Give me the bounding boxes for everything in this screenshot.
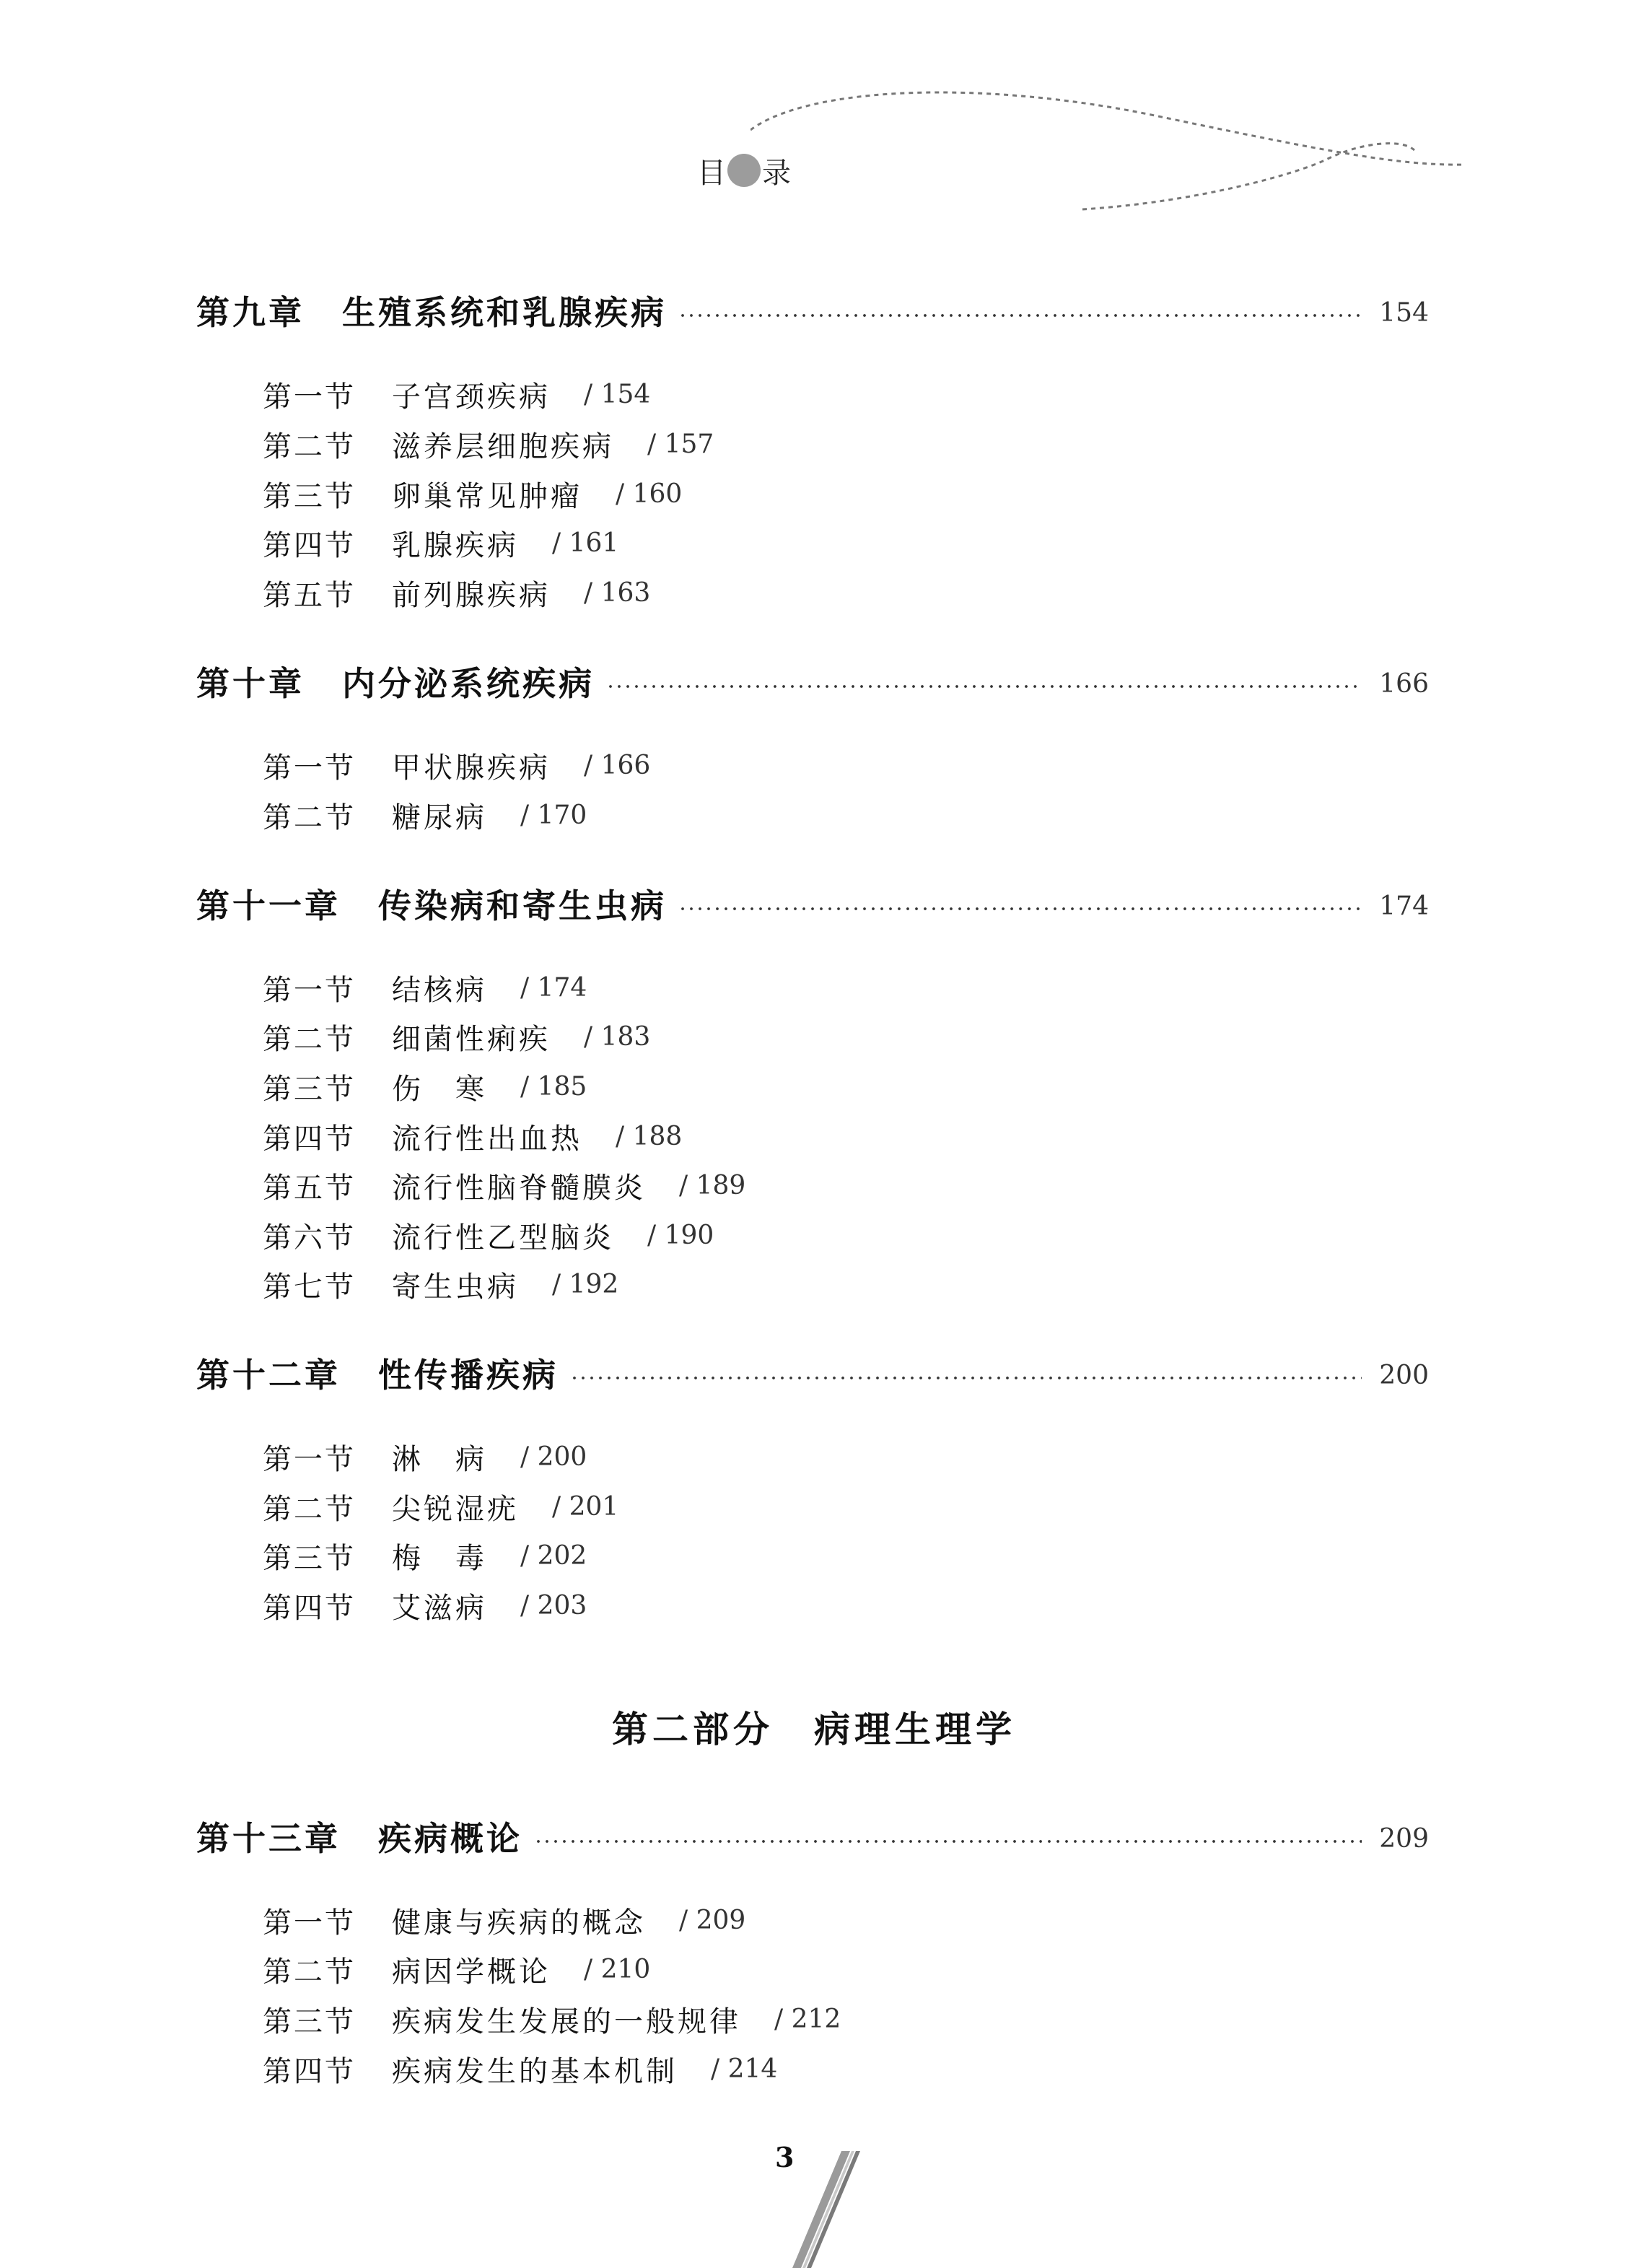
section-number: 第五节 [263, 578, 356, 612]
chapter-title: 传染病和寄生虫病 [378, 886, 667, 925]
section-row[interactable] [263, 472, 682, 515]
section-row[interactable] [263, 372, 650, 416]
section-page: / 183 [584, 1021, 651, 1052]
section-title: 淋 病 [392, 1442, 487, 1476]
section-page: / 210 [584, 1954, 651, 1984]
page-number: 3 [775, 2141, 795, 2173]
footer-stripes [779, 2151, 866, 2268]
dot-leader [678, 313, 1362, 318]
section-number: 第一节 [263, 751, 356, 785]
section-page: / 160 [616, 479, 683, 509]
section-row[interactable] [263, 1065, 587, 1108]
section-row[interactable] [263, 966, 587, 1009]
section-row[interactable] [263, 1015, 650, 1058]
section-row[interactable] [263, 1898, 745, 1942]
section-title: 寄生虫病 [392, 1270, 519, 1304]
section-number: 第二节 [263, 1022, 356, 1056]
section-row[interactable] [263, 1948, 650, 1991]
section-title: 糖尿病 [392, 801, 487, 834]
section-number: 第五节 [263, 1171, 356, 1205]
chapter-heading[interactable] [196, 881, 1429, 927]
section-number: 第二节 [263, 1492, 356, 1526]
chapter-page: 174 [1379, 891, 1429, 921]
chapter-heading[interactable] [196, 1350, 1429, 1396]
section-row[interactable] [263, 1997, 841, 2041]
section-title: 流行性出血热 [392, 1122, 582, 1156]
chapter-title: 性传播疾病 [378, 1356, 559, 1395]
section-row[interactable] [263, 422, 714, 466]
chapter-number: 第十二章 [196, 1356, 341, 1395]
chapter-heading[interactable] [196, 1813, 1429, 1859]
section-number: 第三节 [263, 2005, 356, 2038]
dot-leader [570, 1375, 1362, 1381]
section-number: 第三节 [263, 479, 356, 513]
chapter-title: 生殖系统和乳腺疾病 [342, 293, 667, 332]
section-title: 健康与疾病的概念 [392, 1906, 646, 1940]
circle-icon [727, 154, 761, 187]
dot-leader [606, 684, 1362, 689]
section-page: / 203 [520, 1590, 587, 1621]
header-title-right: 录 [762, 156, 791, 190]
section-title: 子宫颈疾病 [392, 380, 551, 414]
section-title: 疾病发生的基本机制 [392, 2054, 678, 2088]
section-number: 第二节 [263, 801, 356, 834]
section-row[interactable] [263, 1115, 682, 1158]
section-page: / 188 [616, 1121, 683, 1151]
header-title-left: 目 [697, 156, 726, 190]
dot-leader [534, 1839, 1362, 1844]
section-page: / 170 [520, 800, 587, 830]
section-page: / 209 [679, 1905, 746, 1935]
section-row[interactable] [263, 793, 587, 837]
section-number: 第一节 [263, 1906, 356, 1940]
section-page: / 189 [679, 1170, 746, 1200]
section-title: 病因学概论 [392, 1955, 551, 1989]
section-title: 伤 寒 [392, 1072, 487, 1106]
section-title: 滋养层细胞疾病 [392, 429, 614, 463]
chapter-page: 166 [1379, 668, 1429, 699]
section-row[interactable] [263, 2047, 777, 2090]
section-number: 第七节 [263, 1270, 356, 1304]
section-page: / 174 [520, 972, 587, 1003]
section-number: 第二节 [263, 1955, 356, 1989]
section-title: 尖锐湿疣 [392, 1492, 519, 1526]
section-page: / 190 [647, 1220, 714, 1250]
section-number: 第六节 [263, 1221, 356, 1255]
section-page: / 161 [552, 528, 619, 558]
section-number: 第二节 [263, 429, 356, 463]
section-title: 疾病发生发展的一般规律 [392, 2005, 741, 2038]
section-title: 乳腺疾病 [392, 528, 519, 562]
dot-leader [678, 906, 1362, 912]
section-page: / 201 [552, 1491, 619, 1522]
section-title: 甲状腺疾病 [392, 751, 551, 785]
header-ornament [750, 87, 1465, 224]
section-page: / 157 [647, 429, 714, 459]
chapter-page: 209 [1379, 1823, 1429, 1854]
chapter-heading[interactable] [196, 287, 1429, 333]
section-row[interactable] [263, 1164, 745, 1207]
chapter-number: 第十章 [196, 664, 305, 703]
section-row[interactable] [263, 1435, 587, 1478]
section-number: 第四节 [263, 2054, 356, 2088]
chapter-number: 第九章 [196, 293, 305, 332]
section-title: 细菌性痢疾 [392, 1022, 551, 1056]
section-title: 流行性乙型脑炎 [392, 1221, 614, 1255]
section-page: / 154 [584, 379, 651, 409]
section-number: 第四节 [263, 1122, 356, 1156]
section-title: 前列腺疾病 [392, 578, 551, 612]
chapter-title: 内分泌系统疾病 [342, 664, 595, 703]
section-number: 第三节 [263, 1541, 356, 1575]
part-title: 第二部分 病理生理学 [612, 1709, 1016, 1750]
section-page: / 214 [711, 2054, 778, 2084]
section-page: / 202 [520, 1540, 587, 1571]
section-row[interactable] [263, 521, 618, 564]
chapter-page: 200 [1379, 1360, 1429, 1390]
section-page: / 192 [552, 1269, 619, 1299]
section-number: 第一节 [263, 380, 356, 414]
section-number: 第三节 [263, 1072, 356, 1106]
section-page: / 166 [584, 750, 651, 780]
section-title: 流行性脑脊髓膜炎 [392, 1171, 646, 1205]
section-page: / 212 [774, 2004, 841, 2034]
section-number: 第四节 [263, 1591, 356, 1625]
section-row[interactable] [263, 571, 650, 614]
section-page: / 200 [520, 1442, 587, 1472]
toc-header [697, 149, 791, 192]
section-number: 第一节 [263, 973, 356, 1007]
section-page: / 185 [520, 1071, 587, 1102]
section-title: 卵巢常见肿瘤 [392, 479, 582, 513]
section-row[interactable] [263, 1213, 714, 1257]
section-row[interactable] [263, 1534, 587, 1577]
section-page: / 163 [584, 577, 651, 608]
section-number: 第一节 [263, 1442, 356, 1476]
chapter-page: 154 [1379, 297, 1429, 328]
section-title: 梅 毒 [392, 1541, 487, 1575]
chapter-heading[interactable] [196, 658, 1429, 705]
section-title: 结核病 [392, 973, 487, 1007]
section-title: 艾滋病 [392, 1591, 487, 1625]
section-row[interactable] [263, 743, 650, 787]
chapter-number: 第十三章 [196, 1819, 341, 1858]
chapter-title: 疾病概论 [378, 1819, 522, 1858]
section-row[interactable] [263, 1262, 618, 1306]
section-row[interactable] [263, 1485, 618, 1528]
section-number: 第四节 [263, 528, 356, 562]
chapter-number: 第十一章 [196, 886, 341, 925]
section-row[interactable] [263, 1584, 587, 1627]
